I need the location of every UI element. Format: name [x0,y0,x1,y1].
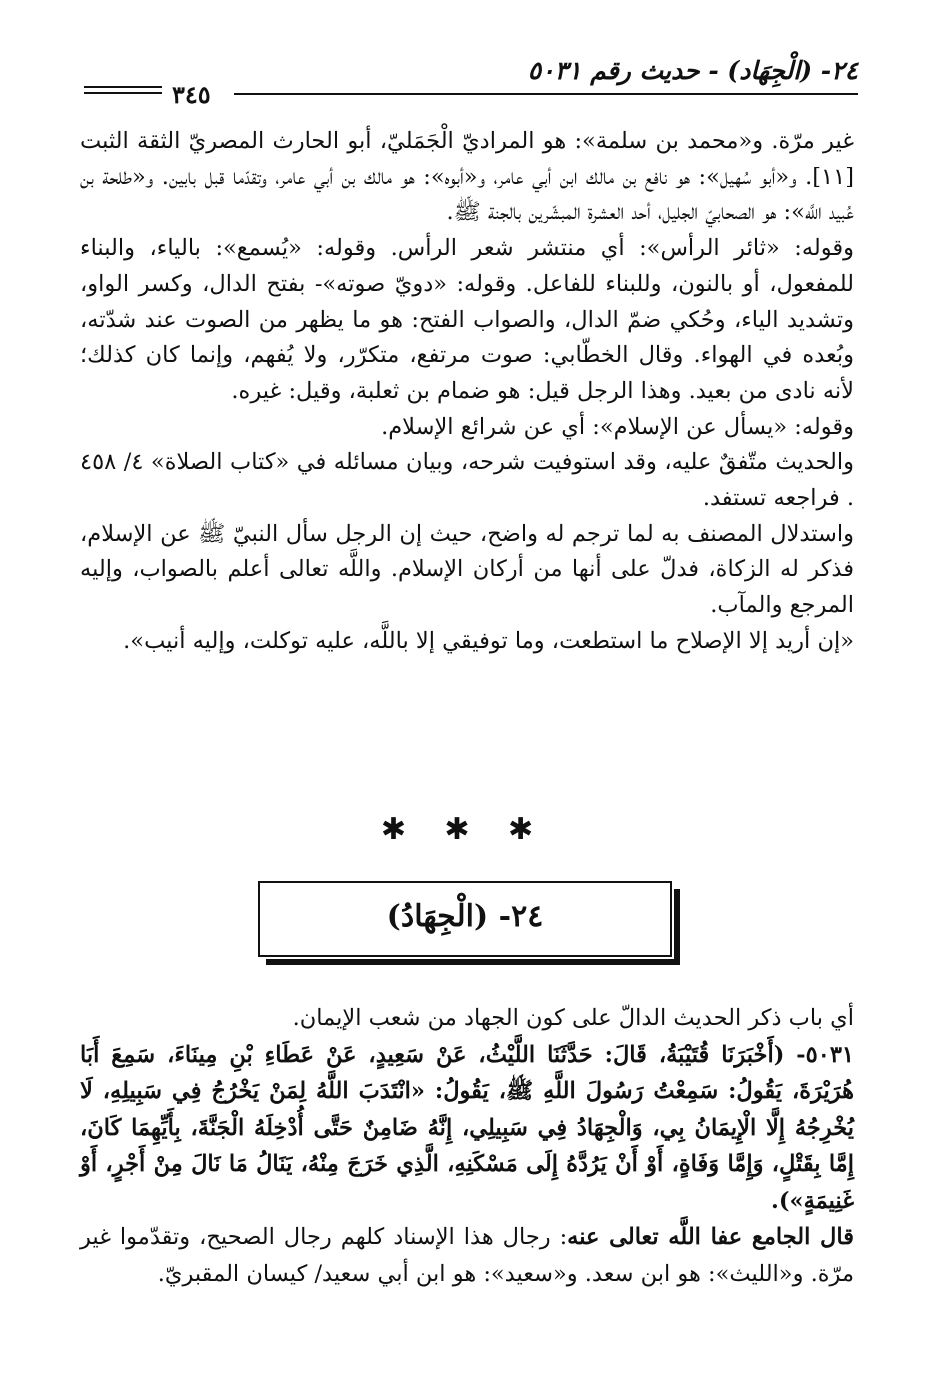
chapter-title: ٢٤- (الْجِهَادُ) [386,899,544,934]
section-separator: ✱ ✱ ✱ [380,812,548,847]
chapter-intro: أي باب ذكر الحديث الدالّ على كون الجهاد من شعب الإيمان. [292,1005,854,1031]
paragraph-inference: واستدلال المصنف به لما ترجم له واضح، حيث إن الرجل سأل النبيّ ﷺ عن الإسلام، فذكر له الزكاة، فدلّ على أنها من أركان الإسلام. واللَّه تعالى أعلم بالصواب، وإليه المرجع والمآب. [80,520,854,619]
chapter-commentary [80,1219,854,1292]
paragraph-question: وقوله: «يسأل عن الإسلام»: أي عن شرائع الإسلام. [381,413,854,440]
hadith-text: ٥٠٣١- (أَخْبَرَنَا قُتَيْبَةُ، قَالَ: حَدَّثَنَا اللَّيْثُ، عَنْ سَعِيدٍ، عَنْ عَطَاءِ بْنِ مِينَاءَ، سَمِعَ أَبَا هُرَيْرَةَ، يَقُولُ: سَمِعْتُ رَسُولَ اللَّهِ ﷺ، يَقُولُ: «انْتَدَبَ اللَّهُ لِمَنْ يَخْرُجُ فِي سَبِيلِهِ، لَا يُخْرِجُهُ إِلَّا الْإِيمَانُ بِي، وَالْجِهَادُ فِي سَبِيلِي، إِنَّهُ ضَامِنٌ حَتَّى أُدْخِلَهُ الْجَنَّةَ، بِأَيِّهِمَا كَانَ، إِمَّا بِقَتْلٍ، وَإِمَّا وَفَاةٍ، أَوْ أَنْ يَرُدَّهُ إِلَى مَسْكَنِهِ، الَّذِي خَرَجَ مِنْهُ، يَنَالُ مَا نَالَ مِنْ أَجْرٍ، أَوْ غَنِيمَةٍ»). [80,1041,854,1214]
paragraph-closing-verse: «إن أريد إلا الإصلاح ما استطعت، وما توفيقي إلا باللَّه، عليه توكلت، وإليه أنيب». [123,627,854,654]
running-header [84,56,858,109]
running-header-title: ٢٤- (الْجِهَاد) - حديث رقم ٥٠٣١ [527,56,858,85]
header-double-rule [84,86,162,98]
paragraph-reference: والحديث متّفقٌ عليه، وقد استوفيت شرحه، وبيان مسائله في «كتاب الصلاة» ٤/ ٤٥٨ . فراجعه تستفد. [80,449,854,512]
page-number: ٣٤٥ [172,80,211,109]
chapter-heading-box [258,881,672,957]
header-rule [234,93,858,95]
paragraph-explanation: وقوله: «ثائر الرأس»: أي منتشر شعر الرأس. وقوله: «يُسمع»: بالياء، والبناء للمفعول، أو بالنون، وللبناء للفاعل. وقوله: «دويّ صوته»- بفتح الدال، وكسر الواو، وتشديد الياء، وحُكي ضمّ الدال، والصواب الفتح: هو ما يظهر من الصوت عند شدّته، وبُعده في الهواء. وقال الخطّابي: صوت مرتفع، متكرّر، ولا يُفهم، وإنما كان كذلك؛ لأنه نادى من بعيد. وهذا الرجل قيل: هو ضمام بن ثعلبة، وقيل: غيره. [80,235,854,404]
commentary-body: : رجال هذا الإسناد كلهم رجال الصحيح، وتقدّموا غير مرّة. و«الليث»: هو ابن سعد. و«سعيد»: هو ابن أبي سعيد/ كيسان المقبريّ. [80,1224,854,1287]
commentary-text [80,124,854,660]
chapter-text [80,1000,854,1292]
paragraph-narrators: غير مرّة. و«محمد بن سلمة»: هو المراديّ الْجَمَليّ، أبو الحارث المصريّ الثقة الثبت [١١]. و«أبو سُهيل»: هو نافع بن مالك ابن أبي عامر، و«أبوه»: هو مالك بن أبي عامر، وتقدّما قبل بابين. و«طلحة بن عُبيد اللَّه»: هو الصحابيّ الجليل، أحد العشرة المبشّرين بالجنة ﷺ. [80,128,854,226]
commentary-lead: قال الجامع عفا اللَّه تعالى عنه [567,1224,854,1250]
